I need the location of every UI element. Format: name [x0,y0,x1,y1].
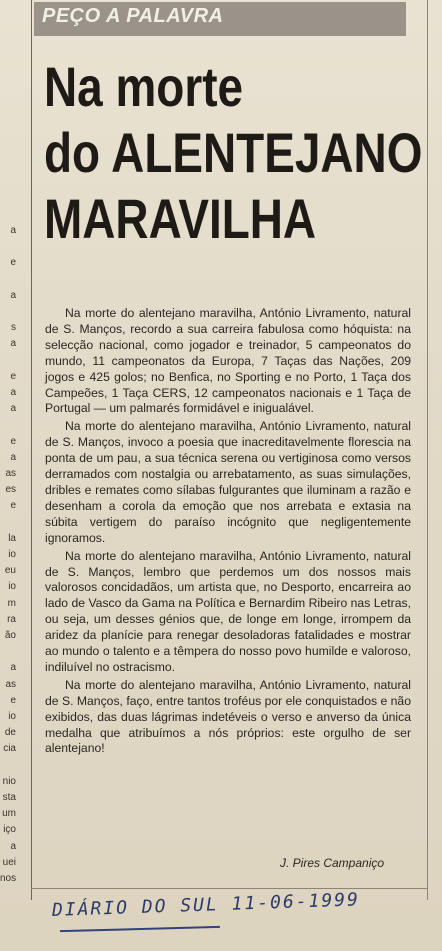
paragraph-1: Na morte do alentejano maravilha, António Livramento, natural de S. Manços, recordo a sua carreira fabulosa como hóquista: na selecção nacional, como jogador e treinador, 5 campeonatos do mundo, 11 campeonatos da Europa, 7 Taças das Nações, 209 jogos e 425 golos; no Benfica, no Sporting e no Porto, 1 Taça dos Campeões, 1 Taça CERS, 12 campeonatos nacionais e 1 Taça de Portugal — um palmarés formidável e inigualável. [45,306,411,416]
edge-fragment: cia [3,743,16,755]
edge-fragment: as [5,678,16,690]
edge-fragment: as [5,468,16,479]
right-column-rule [427,0,428,900]
edge-fragment: a [10,289,16,301]
author-signature: J. Pires Campaniço [280,856,385,870]
edge-fragment: m [7,597,16,609]
edge-fragment: de [4,727,16,739]
edge-fragment: a [10,225,16,236]
left-column-rule [31,0,32,900]
ink-underline [60,926,220,932]
edge-fragment: io [8,581,16,593]
bottom-rule [31,888,428,889]
headline-line-3: MARAVILHA [44,187,317,250]
edge-fragment: a [10,338,16,350]
edge-fragment: a [10,403,16,415]
edge-fragment: a [10,451,16,463]
article-body [45,306,411,759]
edge-fragment: e [10,257,16,269]
section-label: PEÇO A PALAVRA [42,5,224,27]
headline-line-2: do ALENTEJANO [44,121,423,184]
edge-fragment: a [10,662,16,674]
edge-fragment: e [10,435,16,447]
edge-fragment: a [10,387,16,398]
edge-fragment: eu [4,565,16,577]
edge-fragment: io [8,711,16,722]
handwritten-source-note: DIÁRIO DO SUL 11-06-1999 [51,889,361,921]
edge-fragment: ão [4,630,16,641]
paragraph-4: Na morte do alentejano maravilha, António Livramento, natural de S. Manços, faço, entre tantos troféus por ele conquistados e não exibidos, das duas lágrimas indetéveis o verso e anverso da única medalha que atribuímos a nós próprios: este orgulho de ser alentejano! [45,677,411,756]
edge-fragment: nio [2,775,16,787]
edge-fragment: uei [2,856,16,868]
edge-fragment: um [2,808,16,820]
edge-fragment: s [11,322,16,334]
edge-fragment: nos [0,873,16,884]
edge-fragment: la [8,532,16,544]
edge-fragment: a [10,840,16,852]
edge-fragment: iço [3,824,16,836]
edge-fragment: ra [7,613,16,625]
edge-fragment: io [8,549,16,560]
paragraph-3: Na morte do alentejano maravilha, António Livramento, natural de S. Manços, lembro que perdemos um dos nossos mais valorosos concidadãos, um artista que, no Desporto, encarreira ao lado de Vasco da Gama na Política e Bernardim Ribeiro nas Letras, ou seja, um desses génios que, de longe em longe, irrompem da aridez da planície para renegar desoladoras fatalidades e mostrar ao mundo o talento e a têmpera do nosso povo humilde e valoroso, indiluível no ostracismo. [45,548,411,674]
edge-fragment: e [10,370,16,382]
paragraph-2: Na morte do alentejano maravilha, António Livramento, natural de S. Manços, invoco a poesia que inacreditavelmente florescia na ponta de um pau, a sua técnica serena ou vertiginosa como versos derramados com nostalgia ou arrebatamento, as suas simulações, dribles e remates como sílabas fulgurantes que iluminam a razão e desenham a corola da emoção que nos arrebata e extasia na súbita vertigem do paraíso incógnito que negligentemente ignoramos. [45,419,411,545]
headline-line-1: Na morte [44,55,244,118]
edge-fragment: sta [2,792,16,803]
edge-fragment: e [10,500,16,512]
edge-fragment: e [10,694,16,706]
headline [44,54,423,252]
edge-fragment: es [5,484,16,496]
